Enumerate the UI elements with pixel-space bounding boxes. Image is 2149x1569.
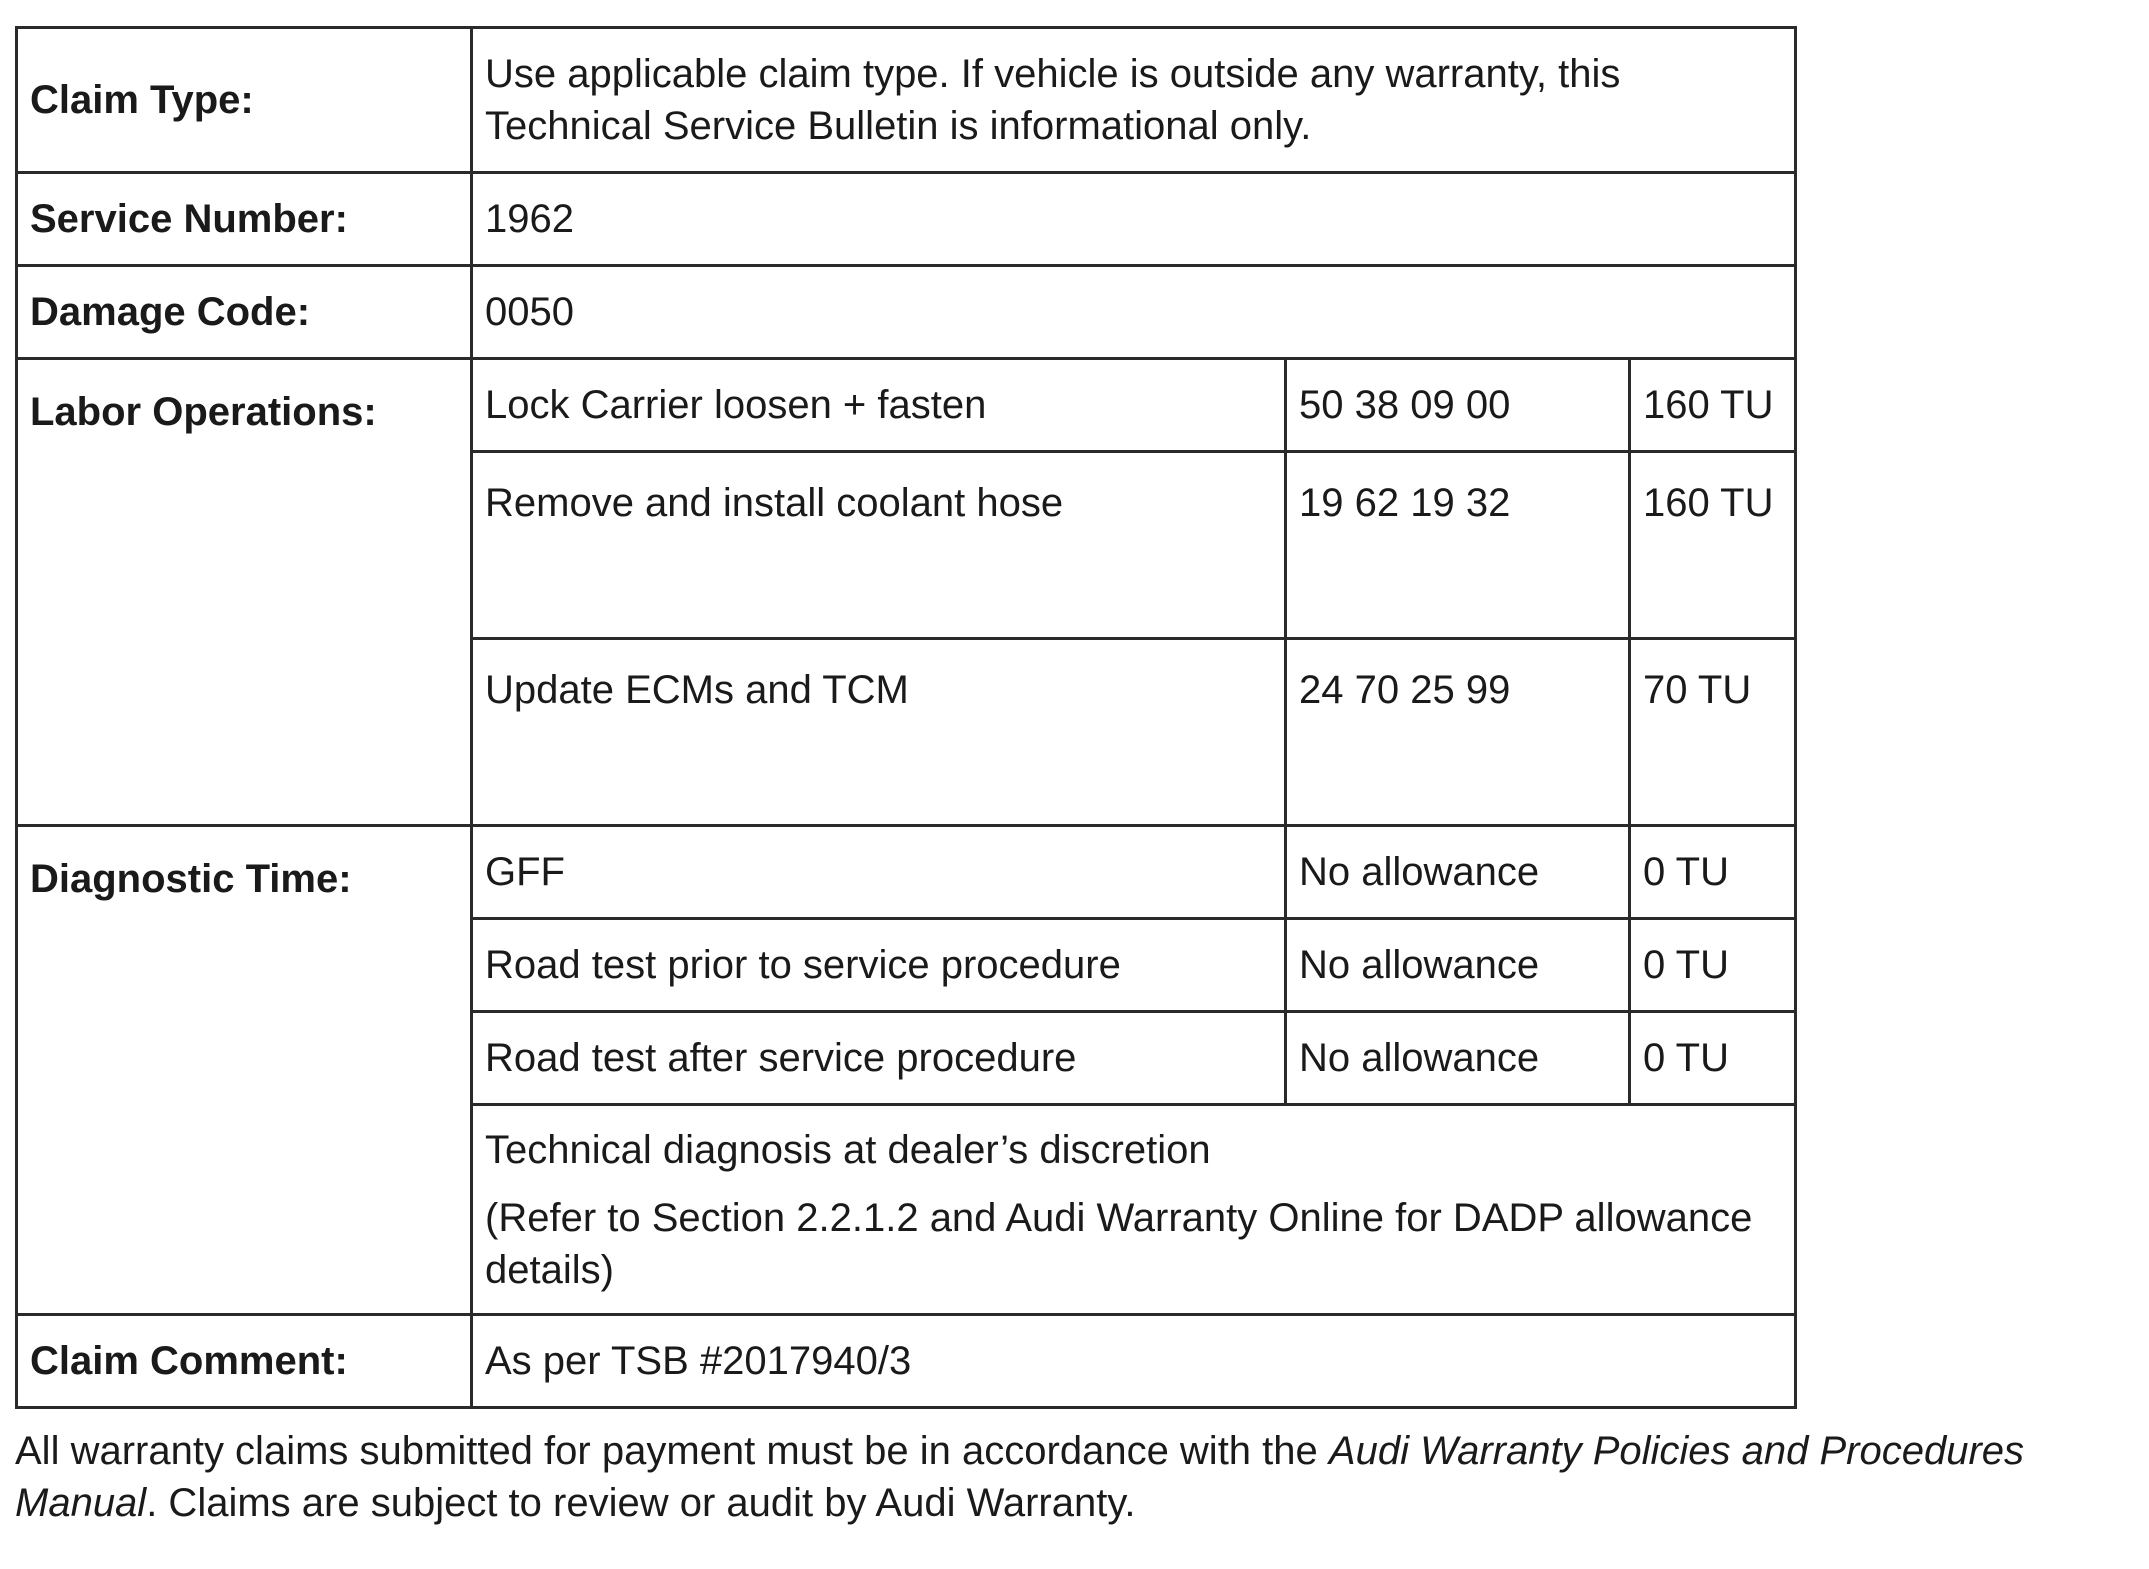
labor-operation-time: 70 TU bbox=[1630, 639, 1796, 826]
diagnostic-time: 0 TU bbox=[1630, 919, 1796, 1012]
labor-operation-time: 160 TU bbox=[1630, 359, 1796, 452]
labor-operation-description: Update ECMs and TCM bbox=[472, 639, 1286, 826]
claim-type-line-1: Use applicable claim type. If vehicle is outside any warranty, this bbox=[485, 52, 1621, 96]
claim-comment-value: As per TSB #2017940/3 bbox=[472, 1315, 1796, 1408]
labor-operations-label: Labor Operations: bbox=[17, 359, 472, 826]
labor-operation-row bbox=[17, 359, 1796, 452]
claim-comment-label: Claim Comment: bbox=[17, 1315, 472, 1408]
claim-type-row bbox=[17, 28, 1796, 173]
labor-operation-time: 160 TU bbox=[1630, 452, 1796, 639]
diagnostic-allowance: No allowance bbox=[1286, 826, 1630, 919]
claim-type-value bbox=[472, 28, 1796, 173]
damage-code-label: Damage Code: bbox=[17, 266, 472, 359]
diagnostic-time: 0 TU bbox=[1630, 826, 1796, 919]
discretion-line-1: Technical diagnosis at dealer’s discretion bbox=[485, 1127, 1211, 1172]
footer-text-before: All warranty claims submitted for payment must be in accordance with the bbox=[15, 1429, 1329, 1473]
claim-type-line-2: Technical Service Bulletin is informational only. bbox=[485, 104, 1312, 148]
service-number-row bbox=[17, 173, 1796, 266]
footer-manual-title: Audi Warranty Policies and Procedures Manual bbox=[15, 1429, 2025, 1525]
labor-operation-description: Lock Carrier loosen + fasten bbox=[472, 359, 1286, 452]
labor-operation-code: 19 62 19 32 bbox=[1286, 452, 1630, 639]
diagnostic-description: GFF bbox=[472, 826, 1286, 919]
service-number-value: 1962 bbox=[472, 173, 1796, 266]
service-number-label: Service Number: bbox=[17, 173, 472, 266]
diagnostic-description: Road test prior to service procedure bbox=[472, 919, 1286, 1012]
labor-operation-description: Remove and install coolant hose bbox=[472, 452, 1286, 639]
diagnostic-row bbox=[17, 826, 1796, 919]
labor-operation-code: 50 38 09 00 bbox=[1286, 359, 1630, 452]
discretion-line-2: (Refer to Section 2.2.1.2 and Audi Warranty Online for DADP allowance details) bbox=[485, 1195, 1753, 1292]
diagnostic-allowance: No allowance bbox=[1286, 1012, 1630, 1105]
damage-code-row bbox=[17, 266, 1796, 359]
warranty-footer-note bbox=[15, 1425, 2135, 1529]
labor-operation-code: 24 70 25 99 bbox=[1286, 639, 1630, 826]
diagnostic-time-label: Diagnostic Time: bbox=[17, 826, 472, 1315]
claim-type-label: Claim Type: bbox=[17, 28, 472, 173]
diagnostic-time: 0 TU bbox=[1630, 1012, 1796, 1105]
diagnostic-description: Road test after service procedure bbox=[472, 1012, 1286, 1105]
damage-code-value: 0050 bbox=[472, 266, 1796, 359]
diagnostic-discretion-note bbox=[472, 1105, 1796, 1315]
claim-comment-row bbox=[17, 1315, 1796, 1408]
diagnostic-allowance: No allowance bbox=[1286, 919, 1630, 1012]
footer-text-after: . Claims are subject to review or audit by Audi Warranty. bbox=[146, 1481, 1136, 1525]
warranty-document bbox=[15, 26, 2135, 1569]
warranty-claim-table bbox=[15, 26, 1797, 1409]
